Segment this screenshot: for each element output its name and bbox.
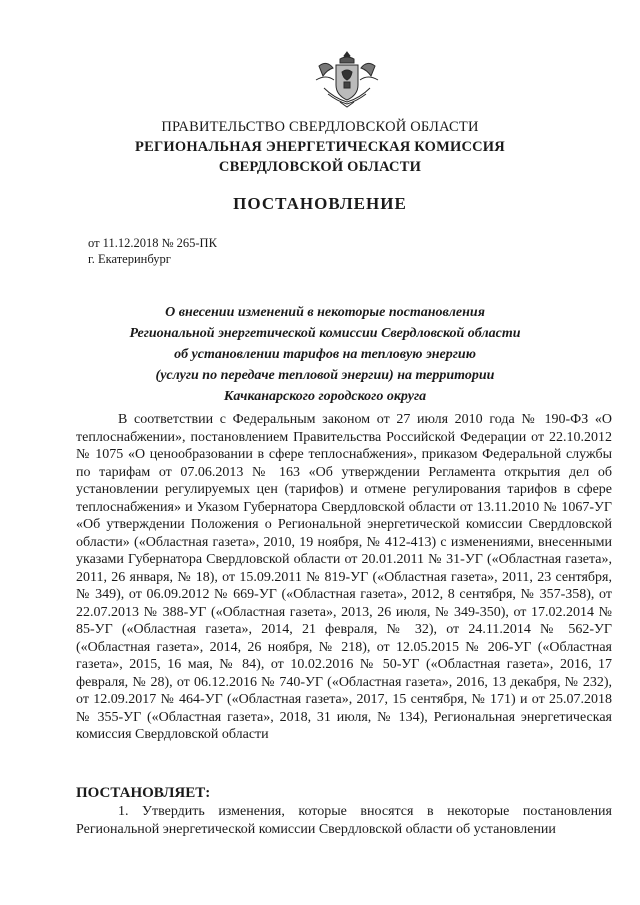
subject-line: Региональной энергетической комиссии Свердловской области (129, 326, 521, 341)
city-name: г. Екатеринбург (88, 252, 171, 266)
subject-line: Качканарского городского округа (223, 389, 427, 404)
commission-region: СВЕРДЛОВСКОЙ ОБЛАСТИ (218, 159, 422, 175)
government-name: ПРАВИТЕЛЬСТВО СВЕРДЛОВСКОЙ ОБЛАСТИ (161, 119, 479, 135)
subject-line: об установлении тарифов на тепловую энергию (174, 347, 476, 362)
document-subject (60, 302, 590, 407)
resolves-heading: ПОСТАНОВЛЯЕТ: (76, 785, 211, 801)
date-and-number: от 11.12.2018 № 265-ПК (88, 236, 217, 250)
coat-of-arms-emblem (314, 50, 380, 108)
subject-line: (услуги по передаче тепловой энергии) на территории (155, 368, 495, 383)
clause-1-paragraph: 1. Утвердить изменения, которые вносятся в некоторые постановления Региональной энергетической комиссии Свердловской области об установлении (76, 804, 612, 837)
document-type-title: ПОСТАНОВЛЕНИЕ (233, 194, 407, 213)
subject-line: О внесении изменений в некоторые постановления (165, 305, 485, 320)
commission-name: РЕГИОНАЛЬНАЯ ЭНЕРГЕТИЧЕСКАЯ КОМИССИЯ (135, 139, 505, 155)
preamble-paragraph: В соответствии с Федеральным законом от 27 июля 2010 года № 190-ФЗ «О теплоснабжении», постановлением Правительства Российской Федерации от 22.10.2012 № 1075 «О ценообразовании в сфере теплоснабжения», приказом Федеральной службы по тарифам от 07.06.2013 № 163 «Об утверждении Регламента открытия дел об установлении регулируемых цен (тарифов) и отмене регулирования тарифов в сфере теплоснабжения» и Указом Губернатора Свердловской области от 13.11.2010 № 1067-УГ «Об утверждении Положения о Региональной энергетической комиссии Свердловской области» («Областная газета», 2010, 19 ноября, № 412-413) с изменениями, внесенными указами Губернатора Свердловской области от 20.01.2011 № 31-УГ («Областная газета», 2011, 26 января, № 18), от 15.09.2011 № 819-УГ («Областная газета», 2011, 23 сентября, № 349), от 06.09.2012 № 669-УГ («Областная газета», 2012, 8 сентября, № 357-358), от 22.07.2013 № 388-УГ («Областная газета», 2013, 26 июля, № 349-350), от 17.02.2014 № 85-УГ («Областная газета», 2014, 21 февраля, № 32), от 24.11.2014 № 562-УГ («Областная газета», 2014, 26 ноября, № 218), от 12.05.2015 № 206-УГ («Областная газета», 2015, 16 мая, № 84), от 10.02.2016 № 50-УГ («Областная газета», 2016, 17 февраля, № 28), от 06.12.2016 № 740-УГ («Областная газета», 2016, 13 декабря, № 232), от 12.09.2017 № 464-УГ («Областная газета», 2017, 15 сентября, № 171) и от 25.07.2018 № 355-УГ («Областная газета», 2018, 31 июля, № 134), Региональная энергетическая комиссия Свердловской области (76, 412, 612, 742)
